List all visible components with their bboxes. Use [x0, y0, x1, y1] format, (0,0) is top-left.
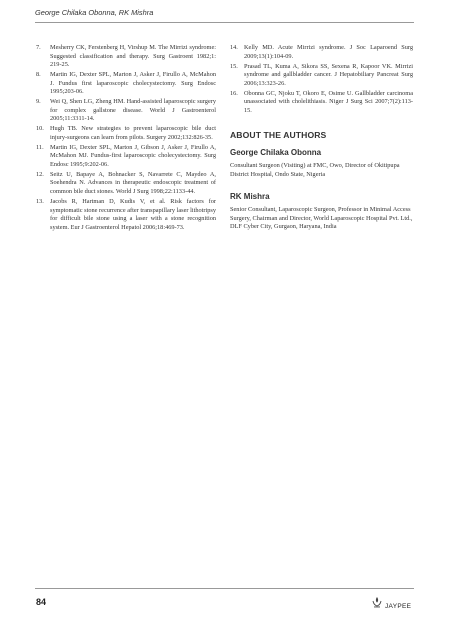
- author-bio: Consultant Surgeon (Visiting) at FMC, Owo, Director of Okitipupa District Hospital, Ondo State, Nigeria: [230, 162, 400, 178]
- reference-item: [36, 171, 216, 197]
- reference-item: [36, 98, 216, 124]
- reference-number: 14.: [230, 44, 238, 51]
- reference-text: Jacobs R, Hartman D, Kudis V, et al. Risk factors for symptomatic stone recurrence after transpapillary laser lithotripsy for difficult bile stone using a laser with a stone recognition system. Eur J Gastroenterol Hepatol 2006;18:469-73.: [50, 198, 216, 231]
- header-divider: [35, 22, 414, 23]
- author-block: [230, 192, 413, 232]
- publisher-logo: [371, 596, 423, 616]
- reference-text: Mesherry CK, Ferstenberg H, Virshup M. The Mirrizi syndrome: Suggested classification and therapy. Surg Gastroent 1982;1: 219-25.: [50, 44, 216, 68]
- reference-text: Martin IG, Dexter SPL, Marton J, Asker J, Firullo A, McMahon J. Fundus first laparoscopic cholecystectomy. Surg Endosc 1995;203-06.: [50, 71, 216, 96]
- reference-item: [36, 125, 216, 142]
- running-header: [35, 8, 414, 17]
- reference-number: 13.: [36, 198, 44, 206]
- reference-text: Obonna GC, Njoku T, Okoro E, Osime U. Gallbladder carcinoma unassociated with cholelithiasis. Niger J Surg Sci 2007;7(2):113-15.: [244, 89, 413, 114]
- author-name: RK Mishra: [230, 191, 270, 201]
- reference-number: 9.: [36, 98, 41, 106]
- about-authors-heading: ABOUT THE AUTHORS: [230, 130, 327, 141]
- reference-number: 15.: [230, 62, 238, 70]
- footer-divider: [35, 588, 414, 589]
- running-title: George Chilaka Obonna, RK Mishra: [35, 8, 154, 17]
- reference-item: [36, 144, 216, 170]
- reference-item: [36, 198, 216, 232]
- reference-number: 11.: [36, 143, 44, 151]
- reference-item: [36, 44, 216, 70]
- reference-number: 12.: [36, 170, 44, 178]
- reference-text: Seitz U, Bapaye A, Bohnacker S, Navarrete C, Maydeo A, Soehendra N. Advances in therapeutic endoscopic treatment of common bile duct stones. World J Surg 1998;22:1133-44.: [50, 170, 216, 195]
- author-bio: Senior Consultant, Laparoscopic Surgeon, Professor in Minimal Access Surgery, Chairman and Director, World Laparoscopic Hospital Pvt. Ltd., DLF Cyber City, Gurgaon, Haryana, India: [230, 205, 413, 231]
- reference-number: 7.: [36, 44, 41, 51]
- jaypee-logo-icon: [371, 596, 383, 608]
- reference-list-right: [230, 44, 413, 115]
- reference-text: Prasad TL, Kuma A, Sikora SS, Sexena R, Kapoor VK. Mirrizi syndrome and gallbladder cancer. J Hepatobiliary Pancreat Surg 2006;13:323-26.: [244, 62, 413, 87]
- publisher-name: JAYPEE: [385, 603, 412, 610]
- author-name: George Chilaka Obonna: [230, 148, 322, 158]
- reference-text: Martin IG, Dexter SPL, Marton J, Gibson J, Asker J, Firullo A, McMahon MJ. Fundus-first laparoscopic cholecystectomy. Surg Endosc 1995;9:202-06.: [50, 143, 216, 168]
- reference-item: [230, 44, 413, 61]
- reference-number: 8.: [36, 71, 41, 79]
- right-column: [230, 44, 413, 244]
- reference-number: 10.: [36, 125, 44, 133]
- page-number: 84: [36, 597, 47, 607]
- reference-text: Kelly MD. Acute Mirrizi syndrome. J Soc Laparoend Surg 2009;13(1):104-09.: [244, 44, 413, 60]
- left-column: [36, 44, 216, 234]
- reference-text: Hugh TB. New strategies to prevent laparoscopic bile duct injury-surgeons can learn from pilots. Surgery 2002;132:826-35.: [50, 125, 216, 141]
- reference-item: [230, 90, 413, 116]
- author-block: [230, 148, 413, 180]
- reference-item: [36, 71, 216, 97]
- reference-text: Wei Q, Shen LG, Zheng HM. Hand-assisted laparoscopic surgery for complex gallstone disease. World J Gastroenterol 2005;11:3311-14.: [50, 98, 216, 123]
- reference-item: [230, 63, 413, 89]
- reference-number: 16.: [230, 89, 238, 97]
- reference-list-left: [36, 44, 216, 232]
